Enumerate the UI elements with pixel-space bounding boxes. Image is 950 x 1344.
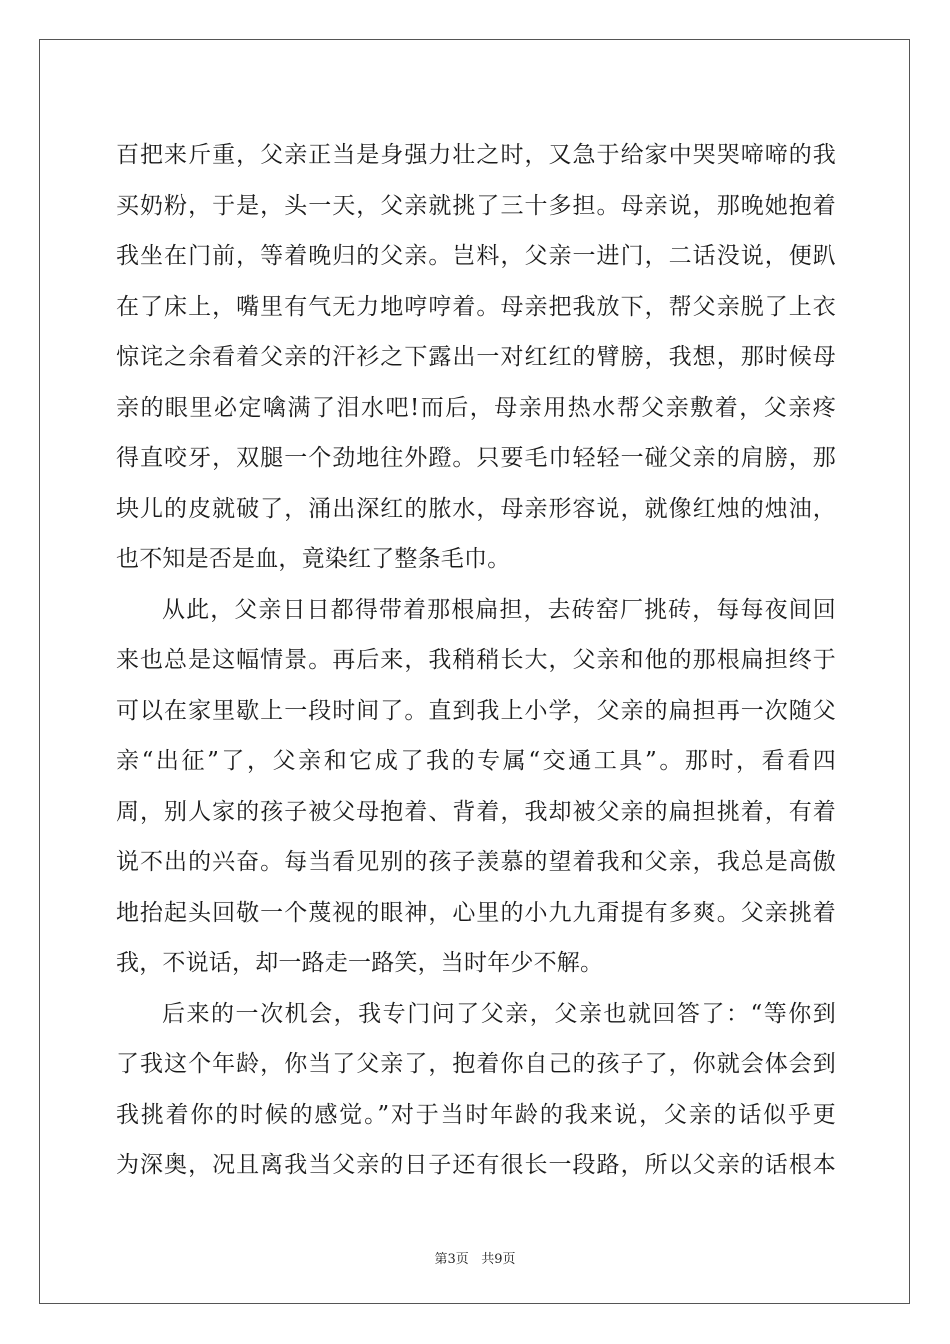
text-line: 在了床上，嘴里有气无力地哼哼着。母亲把我放下，帮父亲脱了上衣 <box>116 293 836 320</box>
text-line: 块儿的皮就破了，涌出深红的脓水，母亲形容说，就像红烛的烛油， <box>116 495 836 522</box>
text-line: 亲“出征”了，父亲和它成了我的专属“交通工具”。那时，看看四 <box>116 748 836 774</box>
footer-gap <box>469 1252 481 1267</box>
text-line: 百把来斤重，父亲正当是身强力壮之时，又急于给家中哭哭啼啼的我 <box>116 142 836 168</box>
total-pages: 共9页 <box>481 1252 516 1267</box>
text-line: 买奶粉，于是，头一天，父亲就挑了三十多担。母亲说，那晚她抱着 <box>116 192 836 219</box>
text-line: 也不知是否是血，竟染红了整条毛巾。 <box>116 546 511 572</box>
text-line: 可以在家里歇上一段时间了。直到我上小学，父亲的扁担再一次随父 <box>116 697 836 724</box>
page-number: 第3页 <box>434 1252 469 1267</box>
text-line: 地抬起头回敬一个蔑视的眼神，心里的小九九甭提有多爽。父亲挑着 <box>116 899 836 926</box>
text-line: 亲的眼里必定噙满了泪水吧!而后，母亲用热水帮父亲敷着，父亲疼 <box>116 394 836 421</box>
text-line: 得直咬牙，双腿一个劲地往外蹬。只要毛巾轻轻一碰父亲的肩膀，那 <box>116 445 836 471</box>
text-line: 惊诧之余看着父亲的汗衫之下露出一对红红的臂膀，我想，那时候母 <box>116 344 836 370</box>
text-line: 我坐在门前，等着晚归的父亲。岂料，父亲一进门，二话没说，便趴 <box>116 243 836 269</box>
text-line: 来也总是这幅情景。再后来，我稍稍长大，父亲和他的那根扁担终于 <box>116 647 836 673</box>
text-line: 了我这个年龄，你当了父亲了，抱着你自己的孩子了，你就会体会到 <box>116 1051 836 1077</box>
page-footer <box>0 1248 950 1267</box>
text-line: 我，不说话，却一路走一路笑，当时年少不解。 <box>116 950 604 976</box>
text-line: 我挑着你的时候的感觉。”对于当时年龄的我来说，父亲的话似乎更 <box>116 1101 836 1128</box>
text-line: 后来的一次机会，我专门问了父亲，父亲也就回答了：“等你到 <box>162 1000 836 1027</box>
text-line: 为深奥，况且离我当父亲的日子还有很长一段路，所以父亲的话根本 <box>116 1152 836 1178</box>
text-line: 说不出的兴奋。每当看见别的孩子羡慕的望着我和父亲，我总是高傲 <box>116 849 836 875</box>
text-line: 周，别人家的孩子被父母抱着、背着，我却被父亲的扁担挑着，有着 <box>116 798 836 825</box>
document-body <box>116 130 836 1191</box>
text-line: 从此，父亲日日都得带着那根扁担，去砖窑厂挑砖，每每夜间回 <box>162 596 836 623</box>
